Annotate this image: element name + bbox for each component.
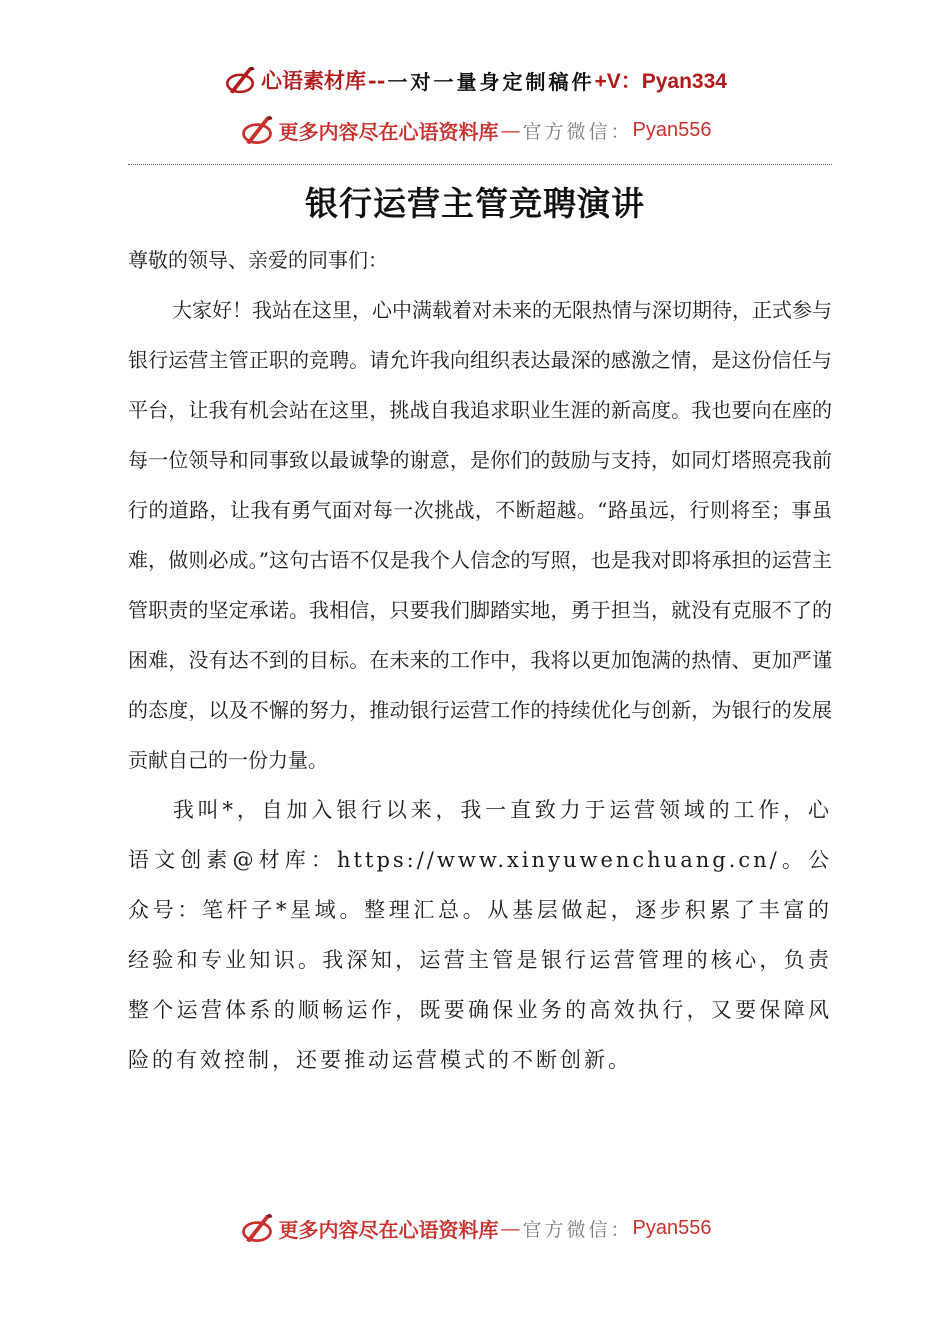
quill-pen-logo-icon: [223, 63, 257, 97]
separator: —: [500, 118, 521, 142]
footer-separator: —: [500, 1216, 521, 1240]
header-divider: [128, 164, 832, 165]
quill-pen-logo-icon: [239, 1210, 275, 1246]
official-wechat-label: 官方微信：: [522, 120, 633, 143]
brand-name: 心语素材库: [261, 68, 367, 93]
header-sub-banner: [0, 112, 950, 148]
brand-dash: --: [368, 67, 386, 93]
header-banner: [0, 62, 950, 98]
footer-more-content-text: 更多内容尽在心语资料库: [278, 1217, 499, 1242]
paragraph-1-text: 大家好！我站在这里，心中满载着对未来的无限热情与深切期待，正式参与银行运营主管正职的竞聘。请允许我向组织表达最深的感激之情，是这份信任与平台，让我有机会站在这里，挑战自我追求职业生涯的新高度。我也要向在座的每一位领导和同事致以最诚挚的谢意，是你们的鼓励与支持，如同灯塔照亮我前行的道路，让我有勇气面对每一次挑战，不断超越。“路虽远，行则将至；事虽难，做则必成。”这句古语不仅是我个人信念的写照，也是我对即将承担的运营主管职责的坚定承诺。我相信，只要我们脚踏实地，勇于担当，就没有克服不了的困难，没有达不到的目标。在未来的工作中，我将以更加饱满的热情、更加严谨的态度，以及不懈的努力，推动银行运营工作的持续优化与创新，为银行的发展贡献自己的一份力量。: [128, 298, 832, 772]
document-title: 银行运营主管竞聘演讲: [305, 184, 645, 223]
quill-pen-logo-icon: [239, 112, 275, 148]
salutation: 尊敬的领导、亲爱的同事们：: [128, 248, 388, 272]
footer-banner: [0, 1210, 950, 1246]
document-body: [128, 235, 832, 1085]
paragraph-2-text: 我叫*，自加入银行以来，我一直致力于运营领域的工作，心语文创素@材库：https://www.xinyuwenchuang.cn/。公众号：笔杆子*星域。整理汇总。从基层做起，逐步积累了丰富的经验和专业知识。我深知，运营主管是银行运营管理的核心，负责整个运营体系的顺畅运作，既要确保业务的高效执行，又要保障风险的有效控制，还要推动运营模式的不断创新。: [128, 798, 832, 1072]
more-content-text: 更多内容尽在心语资料库: [278, 119, 499, 144]
paragraph-2: [128, 785, 832, 1085]
paragraph-1: [128, 285, 832, 785]
brand-slogan: 一对一量身定制稿件: [387, 69, 595, 94]
footer-official-wechat-label: 官方微信：: [522, 1218, 633, 1241]
footer-wechat-id: Pyan556: [632, 1216, 712, 1239]
brand-contact: +V：Pyan334: [594, 70, 727, 93]
wechat-id: Pyan556: [632, 118, 712, 141]
